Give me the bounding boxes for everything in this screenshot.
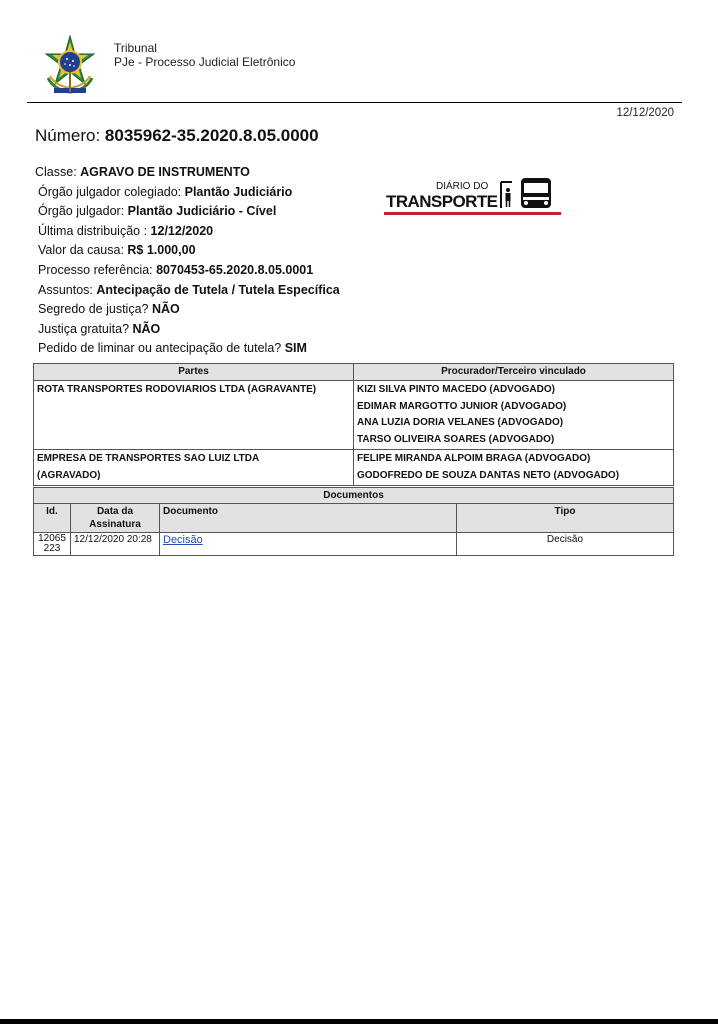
process-details [35,163,340,359]
print-date: 12/12/2020 [616,107,674,119]
col-id-header: Id. [34,504,71,533]
process-number-value: 8035962-35.2020.8.05.0000 [104,126,319,145]
header-system-name: PJe - Processo Judicial Eletrônico [114,55,296,69]
decisao-link[interactable]: Decisão [163,534,203,546]
header-text [114,41,295,69]
doc-name-cell [160,533,457,556]
parte-cell: ROTA TRANSPORTES RODOVIARIOS LTDA (AGRAVANTE) [34,381,354,450]
field-processo-referencia: Processo referência: 8070453-65.2020.8.05.0001 [38,262,314,277]
diario-do-transporte-logo [384,174,564,220]
field-classe: Classe: AGRAVO DE INSTRUMENTO [35,165,250,179]
doc-id-cell: 12065 223 [34,533,71,556]
partes-table [33,363,674,486]
field-orgao-julgador: Órgão julgador: Plantão Judiciário - Cível [38,204,277,219]
col-data-header: Data da Assinatura [71,504,160,533]
field-valor-causa: Valor da causa: R$ 1.000,00 [38,243,196,258]
header-divider [27,102,682,103]
documentos-table [33,487,674,556]
bottom-border [0,1019,718,1024]
brazil-coat-of-arms-icon [40,34,100,96]
partes-header: Partes [34,364,354,381]
col-documento-header: Documento [160,504,457,533]
field-justica-gratuita: Justiça gratuita? NÃO [38,321,161,336]
process-number-label: Número: [35,126,101,145]
field-orgao-colegiado: Órgão julgador colegiado: Plantão Judiciário [38,184,293,199]
process-number [35,126,319,146]
table-row [34,381,674,450]
procurador-cell: FELIPE MIRANDA ALPOIM BRAGA (ADVOGADO) GODOFREDO DE SOUZA DANTAS NETO (ADVOGADO) [354,450,674,486]
parte-cell: EMPRESA DE TRANSPORTES SAO LUIZ LTDA (AGRAVADO) [34,450,354,486]
col-tipo-header: Tipo [457,504,674,533]
procurador-cell: KIZI SILVA PINTO MACEDO (ADVOGADO) EDIMAR MARGOTTO JUNIOR (ADVOGADO) ANA LUZIA DORIA VELANES (ADVOGADO) TARSO OLIVEIRA SOARES (ADVOGADO) [354,381,674,450]
table-row [34,533,674,556]
table-row [34,450,674,486]
field-ultima-distribuicao: Última distribuição : 12/12/2020 [38,223,214,238]
procurador-header: Procurador/Terceiro vinculado [354,364,674,381]
field-segredo-justica: Segredo de justiça? NÃO [38,302,180,317]
field-pedido-liminar: Pedido de liminar ou antecipação de tutela? SIM [38,341,307,356]
documentos-title: Documentos [34,488,674,504]
field-assuntos: Assuntos: Antecipação de Tutela / Tutela Específica [38,282,340,297]
header-tribunal: Tribunal [114,41,157,55]
logo-top-text: DIÁRIO DO [436,181,489,192]
doc-date-cell: 12/12/2020 20:28 [71,533,160,556]
doc-type-cell: Decisão [457,533,674,556]
logo-main-text: TRANSPORTE [386,192,498,211]
page-header [40,30,700,100]
